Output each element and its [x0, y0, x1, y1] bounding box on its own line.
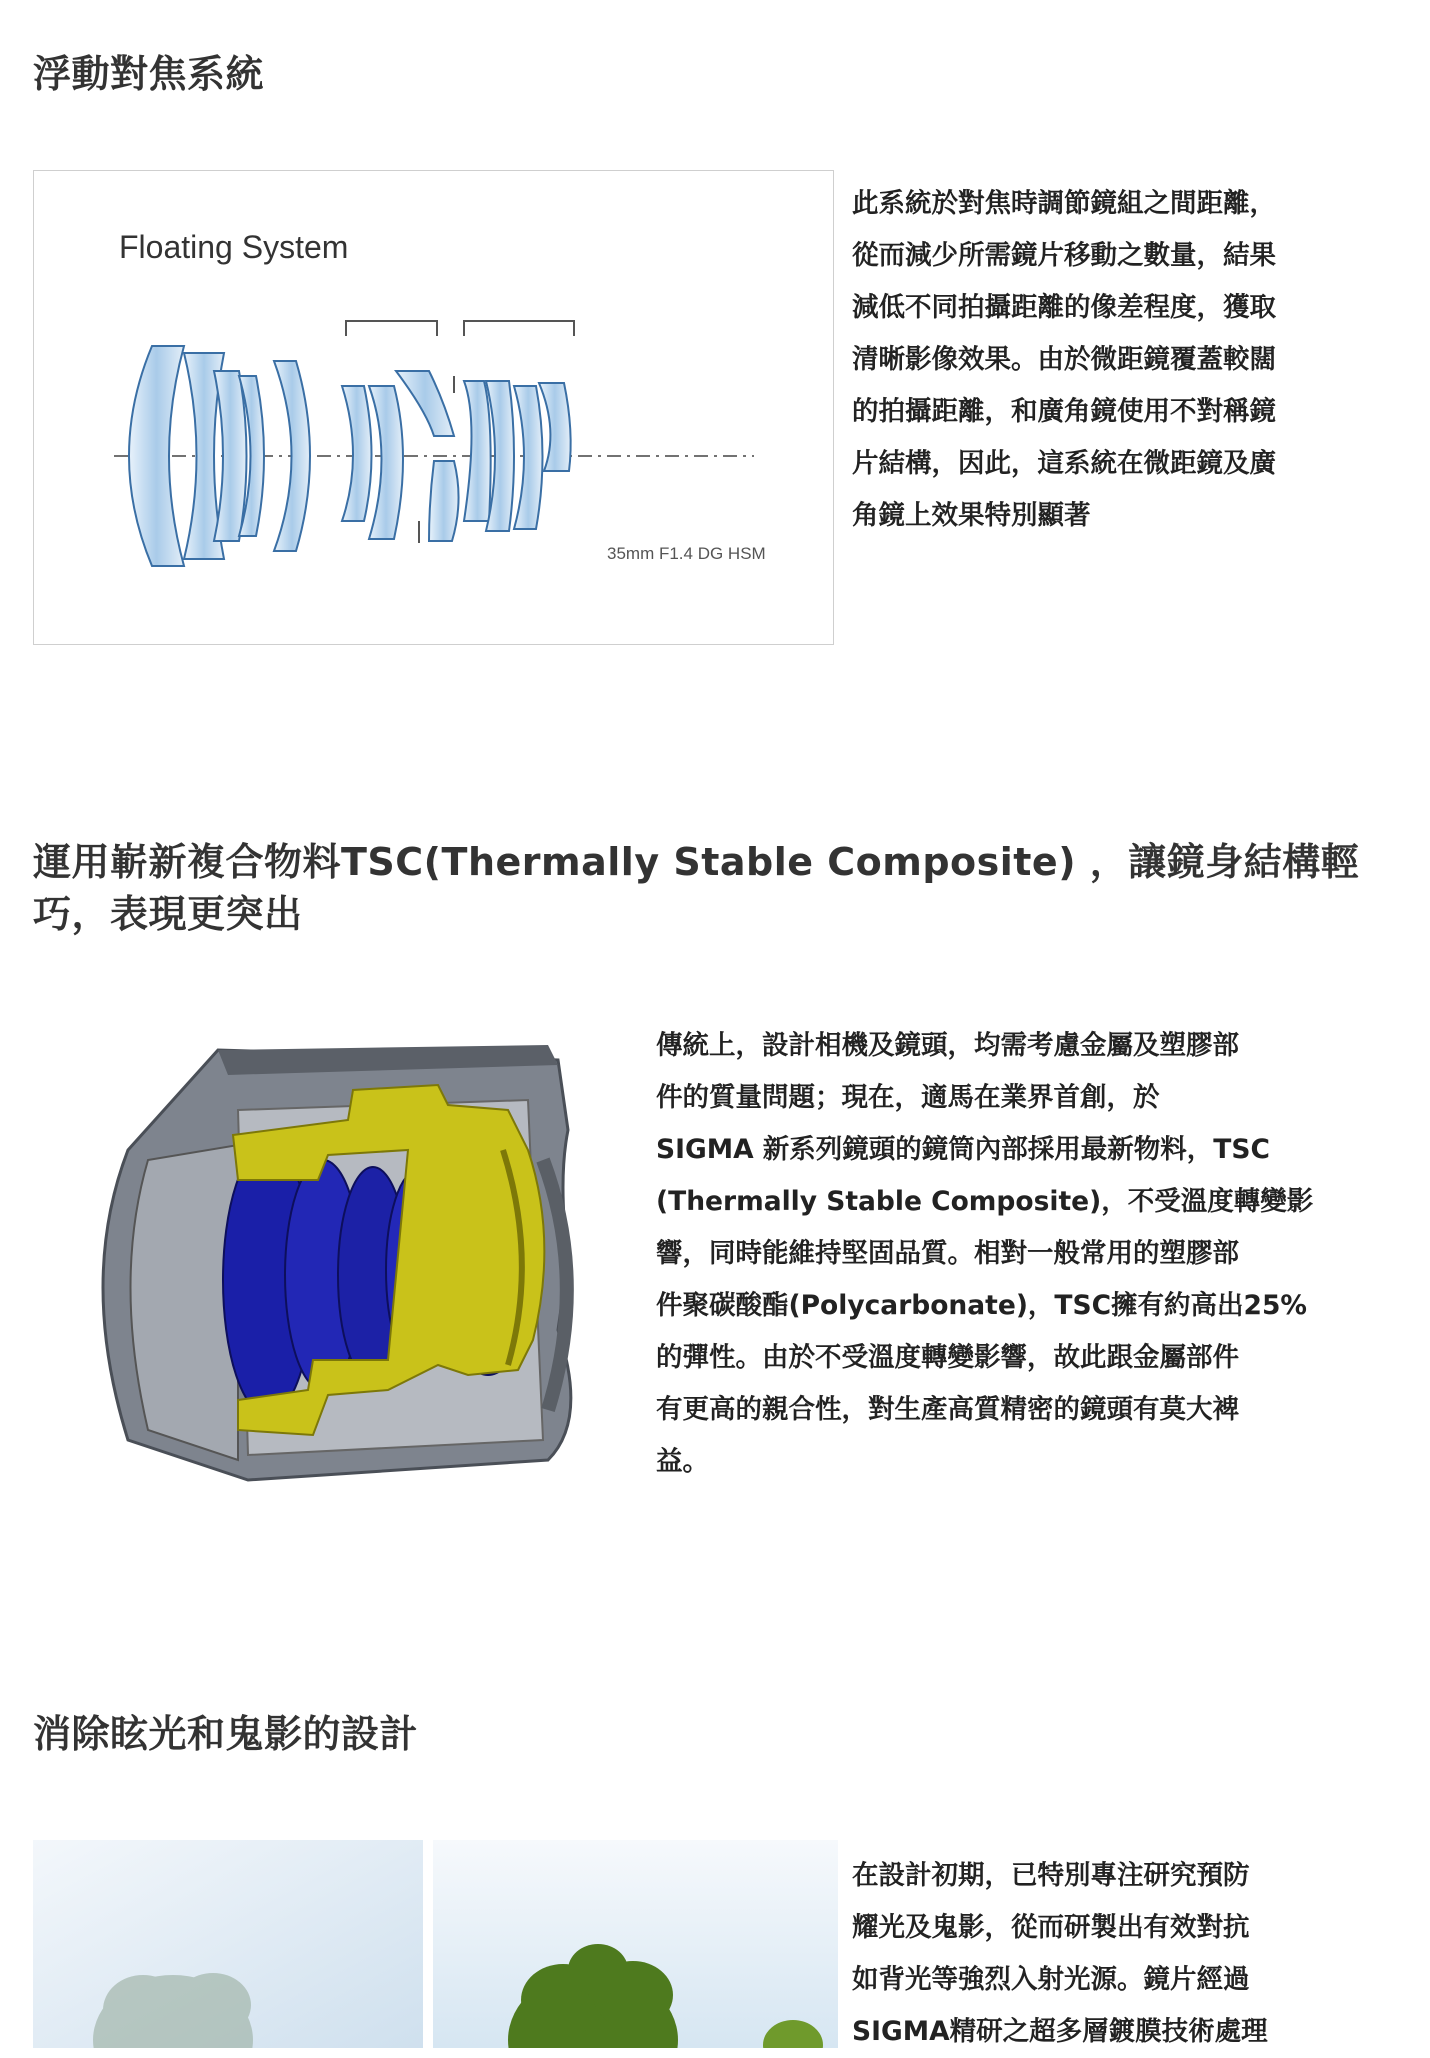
section-title-floating-system: 浮動對焦系統: [33, 52, 265, 96]
diagram-caption: 35mm F1.4 DG HSM: [607, 544, 766, 563]
paragraph-line: 響，同時能維持堅固品質。相對一般常用的塑膠部: [656, 1238, 1239, 1269]
paragraph-line: SIGMA精研之超多層鍍膜技術處理: [852, 2016, 1268, 2047]
paragraph-line: 的彈性。由於不受溫度轉變影響，故此跟金屬部件: [656, 1342, 1239, 1373]
paragraph-line: 從而減少所需鏡片移動之數量，結果: [852, 240, 1276, 271]
paragraph-line: 耀光及鬼影，從而研製出有效對抗: [852, 1912, 1250, 1943]
floating-system-paragraph: [852, 178, 1276, 542]
paragraph-line: 傳統上，設計相機及鏡頭，均需考慮金屬及塑膠部: [656, 1030, 1239, 1061]
paragraph-line: 益。: [656, 1446, 709, 1477]
tsc-paragraph: [656, 1020, 1313, 1488]
section-title-tsc: [33, 836, 1359, 940]
diagram-title: Floating System: [119, 229, 349, 265]
paragraph-line: 此系統於對焦時調節鏡組之間距離，: [852, 188, 1276, 219]
flare-comparison-photos: [33, 1840, 838, 2048]
paragraph-line: 件聚碳酸酯(Polycarbonate)，TSC擁有約高出25%: [656, 1290, 1307, 1321]
lens-elements-drawing: [34, 171, 832, 643]
paragraph-line: 在設計初期，已特別專注研究預防: [852, 1860, 1250, 1891]
paragraph-line: 件的質量問題；現在，適馬在業界首創，於: [656, 1082, 1160, 1113]
paragraph-line: 片結構，因此，這系統在微距鏡及廣: [852, 448, 1276, 479]
paragraph-line: 的拍攝距離，和廣角鏡使用不對稱鏡: [852, 396, 1276, 427]
tsc-lens-cutaway-image: [88, 1040, 588, 1485]
paragraph-line: 有更高的親合性，對生產高質精密的鏡頭有莫大裨: [656, 1394, 1239, 1425]
paragraph-line: (Thermally Stable Composite)，不受溫度轉變影: [656, 1186, 1314, 1217]
paragraph-line: 清晰影像效果。由於微距鏡覆蓋較闊: [852, 344, 1276, 375]
title-line: 巧，表現更突出: [33, 892, 303, 936]
flare-ghost-paragraph: [852, 1850, 1268, 2058]
paragraph-line: SIGMA 新系列鏡頭的鏡筒內部採用最新物料，TSC: [656, 1134, 1270, 1165]
floating-system-diagram: [33, 170, 834, 645]
section-title-flare-ghost: 消除眩光和鬼影的設計: [33, 1712, 419, 1756]
title-line: 運用嶄新複合物料TSC(Thermally Stable Composite) ，讓鏡身結構輕: [33, 840, 1360, 884]
paragraph-line: 角鏡上效果特別顯著: [852, 500, 1091, 531]
paragraph-line: 如背光等強烈入射光源。鏡片經過: [852, 1964, 1250, 1995]
paragraph-line: 減低不同拍攝距離的像差程度，獲取: [852, 292, 1276, 323]
